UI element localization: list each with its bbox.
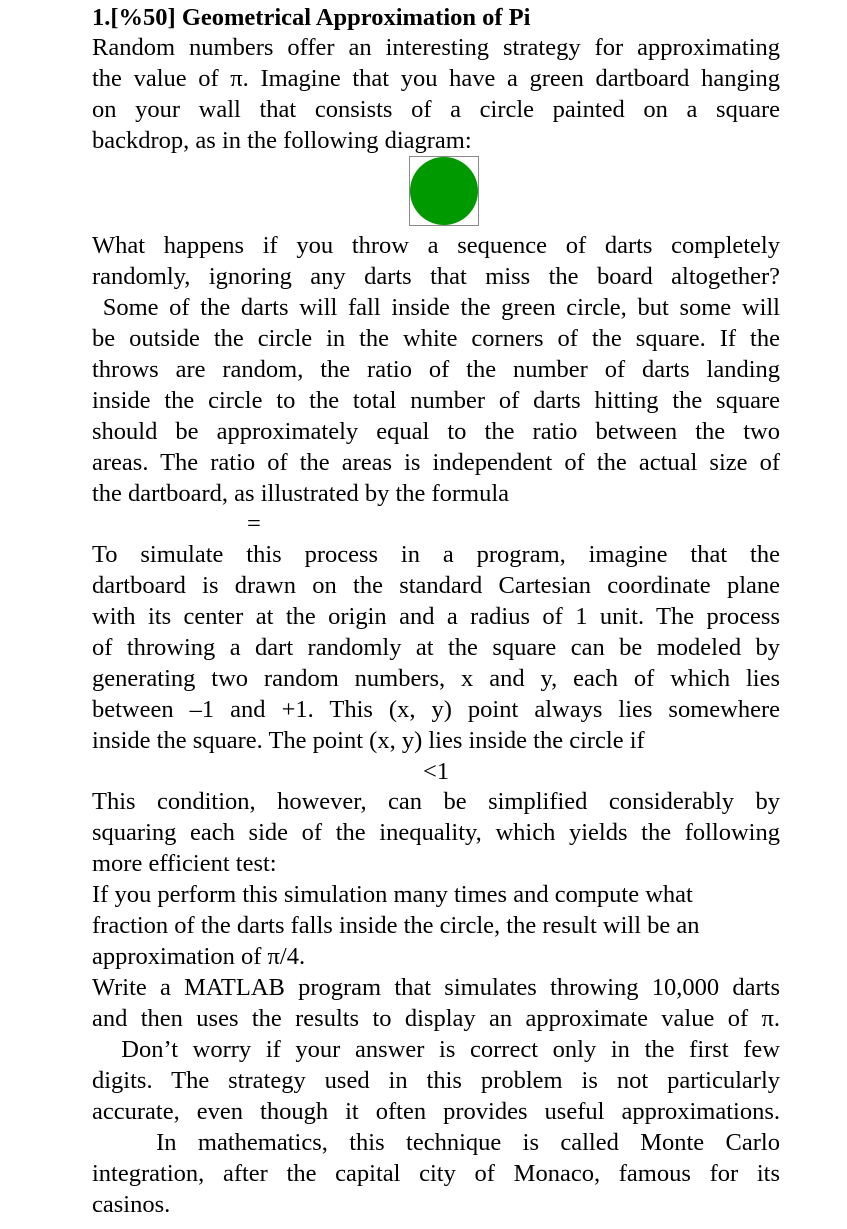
paragraph-3-line: dartboard is drawn on the standard Cartesian coordinate plane bbox=[92, 572, 780, 599]
paragraph-2-line: be outside the circle in the white corners of the square. If the bbox=[92, 325, 780, 352]
circle-inequality: <1 bbox=[423, 758, 450, 785]
paragraph-1-line: backdrop, as in the following diagram: bbox=[92, 127, 472, 154]
paragraph-4-line: This condition, however, can be simplified considerably by bbox=[92, 788, 780, 815]
paragraph-6-line: casinos. bbox=[92, 1191, 171, 1218]
dartboard-circle bbox=[410, 157, 478, 225]
paragraph-4-line: squaring each side of the inequality, which yields the following bbox=[92, 819, 780, 846]
paragraph-3-line: To simulate this process in a program, imagine that the bbox=[92, 541, 780, 568]
paragraph-2-line: throws are random, the ratio of the number of darts landing bbox=[92, 356, 780, 383]
paragraph-5-line: approximation of π/4. bbox=[92, 943, 306, 970]
paragraph-1-line: the value of π. Imagine that you have a green dartboard hanging bbox=[92, 65, 780, 92]
paragraph-2-line: areas. The ratio of the areas is independent of the actual size of bbox=[92, 449, 780, 476]
paragraph-3-line: generating two random numbers, x and y, each of which lies bbox=[92, 665, 780, 692]
paragraph-2-line: Some of the darts will fall inside the green circle, but some will bbox=[92, 294, 780, 321]
dartboard-diagram bbox=[409, 156, 479, 226]
paragraph-2-line: the dartboard, as illustrated by the formula bbox=[92, 480, 510, 507]
paragraph-2-line: What happens if you throw a sequence of darts completely bbox=[92, 232, 780, 259]
paragraph-5-line: If you perform this simulation many times and compute what bbox=[92, 881, 693, 908]
paragraph-6-line: Write a MATLAB program that simulates throwing 10,000 darts bbox=[92, 974, 780, 1001]
problem-title: 1.[%50] Geometrical Approximation of Pi bbox=[92, 4, 531, 31]
paragraph-6-line: and then uses the results to display an approximate value of π. bbox=[92, 1005, 780, 1032]
paragraph-6-line: Don’t worry if your answer is correct only in the first few bbox=[92, 1036, 780, 1063]
paragraph-3-line: between –1 and +1. This (x, y) point always lies somewhere bbox=[92, 696, 780, 723]
paragraph-3-line: of throwing a dart randomly at the square can be modeled by bbox=[92, 634, 780, 661]
paragraph-3-line: inside the square. The point (x, y) lies inside the circle if bbox=[92, 727, 645, 754]
paragraph-1-line: on your wall that consists of a circle painted on a square bbox=[92, 96, 780, 123]
paragraph-4-line: more efficient test: bbox=[92, 850, 277, 877]
area-ratio-equals: = bbox=[247, 510, 261, 537]
paragraph-5-line: fraction of the darts falls inside the circle, the result will be an bbox=[92, 912, 700, 939]
paragraph-2-line: randomly, ignoring any darts that miss the board altogether? bbox=[92, 263, 780, 290]
paragraph-1-line: Random numbers offer an interesting strategy for approximating bbox=[92, 34, 780, 61]
paragraph-3-line: with its center at the origin and a radius of 1 unit. The process bbox=[92, 603, 780, 630]
paragraph-6-line: In mathematics, this technique is called Monte Carlo bbox=[92, 1129, 780, 1156]
paragraph-6-line: digits. The strategy used in this problem is not particularly bbox=[92, 1067, 780, 1094]
paragraph-6-line: integration, after the capital city of Monaco, famous for its bbox=[92, 1160, 780, 1187]
paragraph-2-line: should be approximately equal to the ratio between the two bbox=[92, 418, 780, 445]
paragraph-2-line: inside the circle to the total number of darts hitting the square bbox=[92, 387, 780, 414]
paragraph-6-line: accurate, even though it often provides useful approximations. bbox=[92, 1098, 780, 1125]
